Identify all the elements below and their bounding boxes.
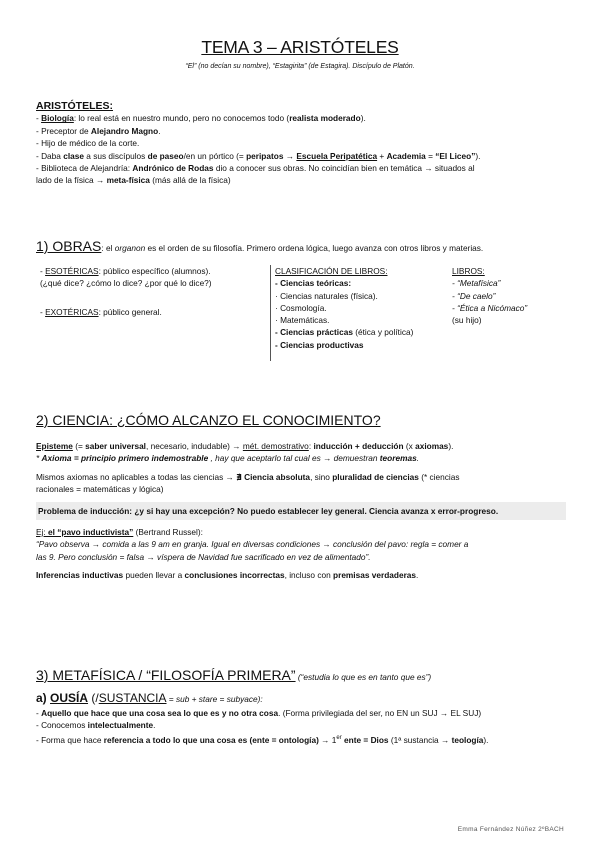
ciencia-section [36,440,566,582]
metafisica-section [36,691,566,746]
aristoteles-heading: ARISTÓTELES: [36,100,114,112]
obras-heading: 1) OBRAS: el organon es el orden de su filosofía. Primero ordena lógica, luego avanza con otros libros y materias. [36,238,484,254]
ousia-line-2: - Conocemos intelectualmente. [36,720,156,731]
metafisica-heading: 3) METAFÍSICA / “FILOSOFÍA PRIMERA” (“estudia lo que es en tanto que es”) [36,667,432,683]
ousia-line-3: - Forma que hace referencia a todo lo que una cosa es (ente = ontología) → 1er ente = Dios (1ª sustancia → teología). [36,734,489,745]
ousia-line-1: - Aquello que hace que una cosa sea lo que es y no otra cosa. (Forma privilegiada del ser, no EN un SUJ → EL SUJ) [36,708,482,718]
ousia-heading: a) OUSÍA (/SUSTANCIA = sub + stare = subyace): [36,691,263,705]
ciencia-problema-induccion: Problema de inducción: ¿y si hay una excepción? No puedo establecer ley general. Ciencia avanza x error-progreso. [36,502,566,520]
ciencia-axiomas-line-2: racionales = matemáticas y lógica) [36,484,164,495]
ciencia-ejemplo-1: “Pavo observa → comida a las 9 am en granja. Igual en diversas condiciones → conclusión del pavo: regla = comer a [36,539,469,550]
page-subtitle: “El” (no decían su nombre), “Estagirita” (de Estagira). Discípulo de Platón. [185,63,415,70]
aristoteles-section [36,100,566,187]
ciencia-episteme: Episteme (= saber universal, necesario, indudable) → mét. demostrativo: inducción + deducción (x axiomas). [36,441,454,451]
ciencia-axiomas-line: Mismos axiomas no aplicables a todas las ciencias → ∄ Ciencia absoluta, sino pluralidad de ciencias (* ciencias [36,471,460,482]
aristoteles-line-5: - Biblioteca de Alejandría: Andrónico de Rodas dio a conocer sus obras. No coincidían bien en temática → situados al [36,163,475,174]
aristoteles-line-3: - Hijo de médico de la corte. [36,138,140,149]
ciencia-ejemplo-heading: Ej: el “pavo inductivista” (Bertrand Russel): [36,527,203,538]
obras-col-clasificacion: CLASIFICACIÓN DE LIBROS: - Ciencias teóricas: · Ciencias naturales (física). · Cosmología. · Matemáticas. - Ciencias prácticas (ética y política) - Ciencias productivas [270,265,445,361]
aristoteles-line-2: - Preceptor de Alejandro Magno. [36,125,161,136]
footer-author: Emma Fernández Núñez 2ºBACH [457,826,564,833]
ciencia-ejemplo-2: las 9. Pero conclusión = falsa → víspera de Navidad fue sacrificado en vez de alimentado”. [36,551,371,562]
aristoteles-line-1: - Biología: lo real está en nuestro mundo, pero no conocemos todo (realista moderado). [36,113,366,124]
ciencia-axioma: * Axioma = principio primero indemostrable , hay que aceptarlo tal cual es → demuestran teoremas. [36,453,420,464]
ciencia-inferencias: Inferencias inductivas pueden llevar a conclusiones incorrectas, incluso con premisas verdaderas. [36,570,419,581]
ciencia-heading: 2) CIENCIA: ¿CÓMO ALCANZO EL CONOCIMIENTO? [36,412,381,428]
obras-col-libros: LIBROS: - “Metafísica” - “De caelo” - “Ética a Nicómaco” (su hijo) [452,266,528,326]
aristoteles-line-6: lado de la física → meta-física (más allá de la física) [36,175,231,186]
aristoteles-line-4: - Daba clase a sus discípulos de paseo/en un pórtico (= peripatos → Escuela Peripatética + Academia = “El Liceo”). [36,150,481,161]
obras-col-esotericas: - ESOTÉRICAS: público específico (alumnos). (¿qué dice? ¿cómo lo dice? ¿por qué lo dice?) - EXOTÉRICAS: público general. [40,266,212,317]
page-title: TEMA 3 – ARISTÓTELES [201,37,399,57]
